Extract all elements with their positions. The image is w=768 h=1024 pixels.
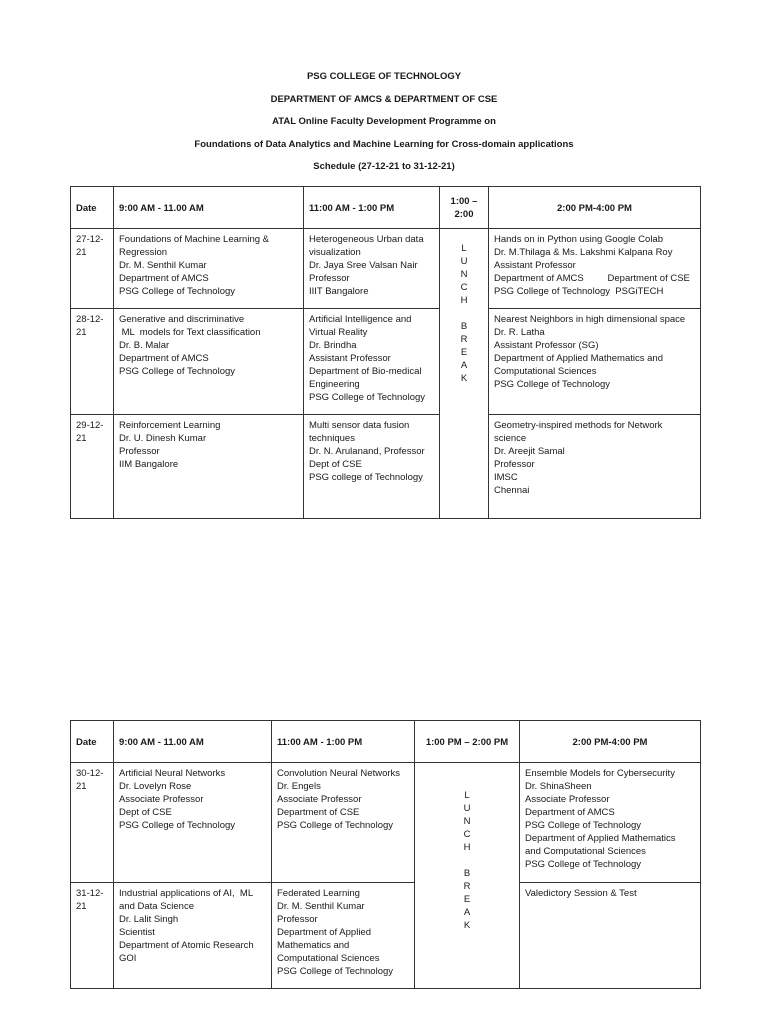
session-cell: Industrial applications of AI, ML and Data Science Dr. Lalit Singh Scientist Department of Atomic Research GOI bbox=[114, 883, 272, 989]
table-header-row bbox=[71, 721, 701, 763]
lunch-break-label: L U N C H B R E A K bbox=[463, 790, 471, 931]
header-slot-3: 2:00 PM-4:00 PM bbox=[489, 187, 701, 229]
session-cell: Generative and discriminative ML models for Text classification Dr. B. Malar Department of AMCS PSG College of Technology bbox=[114, 309, 304, 415]
session-cell: Nearest Neighbors in high dimensional space Dr. R. Latha Assistant Professor (SG) Department of Applied Mathematics and Computational Sciences PSG College of Technology bbox=[489, 309, 701, 415]
session-cell: Heterogeneous Urban data visualization Dr. Jaya Sree Valsan Nair Professor IIIT Bangalore bbox=[304, 229, 440, 309]
header-date: Date bbox=[71, 721, 114, 763]
session-cell: Convolution Neural Networks Dr. Engels Associate Professor Department of CSE PSG College of Technology bbox=[272, 763, 415, 883]
schedule-table-1 bbox=[70, 186, 701, 519]
row-date: 29-12- 21 bbox=[71, 415, 114, 519]
college-title: PSG COLLEGE OF TECHNOLOGY bbox=[306, 71, 462, 82]
session-cell: Artificial Intelligence and Virtual Reality Dr. Brindha Assistant Professor Department of Bio-medical Engineering PSG College of Technology bbox=[304, 309, 440, 415]
table-row bbox=[71, 415, 701, 519]
table-row bbox=[71, 763, 701, 883]
programme-subject: Foundations of Data Analytics and Machine Learning for Cross-domain applications bbox=[194, 139, 574, 150]
session-cell: Federated Learning Dr. M. Senthil Kumar Professor Department of Applied Mathematics and Computational Sciences PSG College of Technology bbox=[272, 883, 415, 989]
lunch-break-cell bbox=[415, 763, 520, 989]
header-lunch: 1:00 PM – 2:00 PM bbox=[415, 721, 520, 763]
session-cell: Artificial Neural Networks Dr. Lovelyn Rose Associate Professor Dept of CSE PSG College of Technology bbox=[114, 763, 272, 883]
row-date: 31-12- 21 bbox=[71, 883, 114, 989]
lunch-break-label: L U N C H B R E A K bbox=[460, 243, 468, 384]
row-date: 28-12- 21 bbox=[71, 309, 114, 415]
table-row bbox=[71, 883, 701, 989]
session-cell: Reinforcement Learning Dr. U. Dinesh Kumar Professor IIM Bangalore bbox=[114, 415, 304, 519]
header-slot-1: 9:00 AM - 11.00 AM bbox=[114, 721, 272, 763]
header-slot-3: 2:00 PM-4:00 PM bbox=[520, 721, 701, 763]
department-title: DEPARTMENT OF AMCS & DEPARTMENT OF CSE bbox=[270, 94, 498, 105]
schedule-dates: Schedule (27-12-21 to 31-12-21) bbox=[313, 161, 455, 172]
header-slot-2: 11:00 AM - 1:00 PM bbox=[304, 187, 440, 229]
header-slot-1: 9:00 AM - 11.00 AM bbox=[114, 187, 304, 229]
table-row bbox=[71, 309, 701, 415]
header-slot-2: 11:00 AM - 1:00 PM bbox=[272, 721, 415, 763]
table-header-row bbox=[71, 187, 701, 229]
row-date: 30-12- 21 bbox=[71, 763, 114, 883]
header-lunch: 1:00 – 2:00 bbox=[440, 187, 489, 229]
session-cell: Ensemble Models for Cybersecurity Dr. ShinaSheen Associate Professor Department of AMCS PSG College of Technology Department of Applied Mathematics and Computational Sciences PSG College of Technology bbox=[520, 763, 701, 883]
lunch-break-cell bbox=[440, 229, 489, 519]
header-date: Date bbox=[71, 187, 114, 229]
table-row bbox=[71, 229, 701, 309]
session-cell: Multi sensor data fusion techniques Dr. N. Arulanand, Professor Dept of CSE PSG college of Technology bbox=[304, 415, 440, 519]
session-cell: Valedictory Session & Test bbox=[520, 883, 701, 989]
session-cell: Hands on in Python using Google Colab Dr. M.Thilaga & Ms. Lakshmi Kalpana Roy Assistant Professor Department of AMCS Department of CSE PSG College of Technology PSGiTECH bbox=[489, 229, 701, 309]
programme-title: ATAL Online Faculty Development Programme on bbox=[272, 116, 496, 127]
row-date: 27-12- 21 bbox=[71, 229, 114, 309]
session-cell: Foundations of Machine Learning & Regression Dr. M. Senthil Kumar Department of AMCS PSG College of Technology bbox=[114, 229, 304, 309]
session-cell: Geometry-inspired methods for Network science Dr. Areejit Samal Professor IMSC Chennai bbox=[489, 415, 701, 519]
schedule-table-2 bbox=[70, 720, 701, 989]
